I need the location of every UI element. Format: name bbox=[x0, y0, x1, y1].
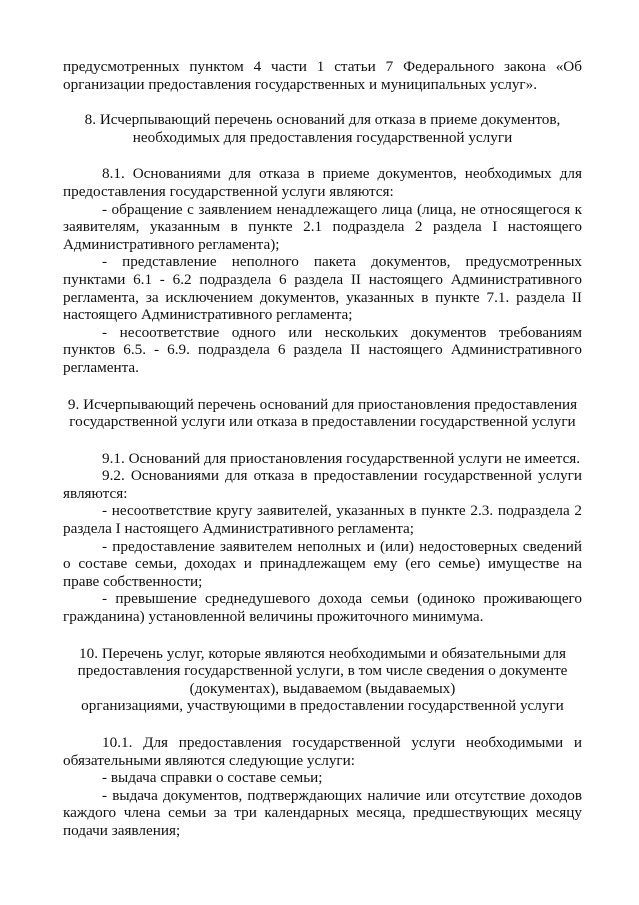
section-10-heading-line-1: 10. Перечень услуг, которые являются необходимыми и обязательными для bbox=[79, 644, 566, 662]
section-10-item: - выдача справки о составе семьи; bbox=[102, 769, 323, 787]
section-9-item: - несоответствие кругу заявителей, указанных в пункте 2.3. подраздела 2 раздела I настоящего Административного регламента; bbox=[63, 502, 582, 538]
section-8-item: - представление неполного пакета документов, предусмотренных пунктами 6.1 - 6.2 подраздела 6 раздела II настоящего Административного регламента, за исключением документов, указанных в пункте 7.1. раздела II настоящего Административного регламента; bbox=[63, 253, 582, 324]
document-page bbox=[63, 58, 582, 840]
section-8-1-paragraph: 8.1. Основаниями для отказа в приеме документов, необходимых для предоставления государственной услуги являются: bbox=[63, 165, 582, 200]
section-10-item: - выдача документов, подтверждающих наличие или отсутствие доходов каждого члена семьи за три календарных месяца, предшествующих месяцу подачи заявления; bbox=[63, 786, 582, 839]
section-9-item: - превышение среднедушевого дохода семьи (одиноко проживающего гражданина) установленной величины прожиточного минимума. bbox=[63, 590, 582, 626]
section-8-item: - обращение с заявлением ненадлежащего лица (лица, не относящегося к заявителям, указанным в пункте 2.1 подраздела 2 раздела I настоящего Административного регламента); bbox=[63, 200, 582, 253]
section-9-1-paragraph: 9.1. Оснований для приостановления государственной услуги не имеется. bbox=[102, 449, 581, 467]
section-9-item: - предоставление заявителем неполных и (или) недостоверных сведений о составе семьи, доходах и принадлежащем ему (его семье) имуществе на праве собственности; bbox=[63, 537, 582, 590]
section-9-heading-line-1: 9. Исчерпывающий перечень оснований для приостановления предоставления bbox=[67, 395, 578, 413]
section-10-1-paragraph: 10.1. Для предоставления государственной услуги необходимыми и обязательными являются следующие услуги: bbox=[63, 734, 582, 769]
section-8-heading-line-2: необходимых для предоставления государственной услуги bbox=[132, 128, 513, 146]
section-8-item: - несоответствие одного или нескольких документов требованиям пунктов 6.5. - 6.9. подраздела 6 раздела II настоящего Административного регламента. bbox=[63, 323, 582, 376]
section-8-heading-line-1: 8. Исчерпывающий перечень оснований для отказа в приеме документов, bbox=[84, 111, 561, 129]
intro-paragraph: предусмотренных пунктом 4 части 1 статьи 7 Федерального закона «Об организации предоставления государственных и муниципальных услуг». bbox=[63, 58, 582, 93]
section-10-heading-line-2: предоставления государственной услуги, в том числе сведения о документе bbox=[77, 662, 568, 680]
section-9-heading-line-2: государственной услуги или отказа в предоставлении государственной услуги bbox=[69, 413, 576, 431]
section-10-heading-line-4: организациями, участвующими в предоставлении государственной услуги bbox=[81, 697, 564, 715]
section-10-heading-line-3: (документах), выдаваемом (выдаваемых) bbox=[189, 679, 456, 697]
section-9-2-paragraph: 9.2. Основаниями для отказа в предоставлении государственной услуги являются: bbox=[63, 467, 582, 502]
